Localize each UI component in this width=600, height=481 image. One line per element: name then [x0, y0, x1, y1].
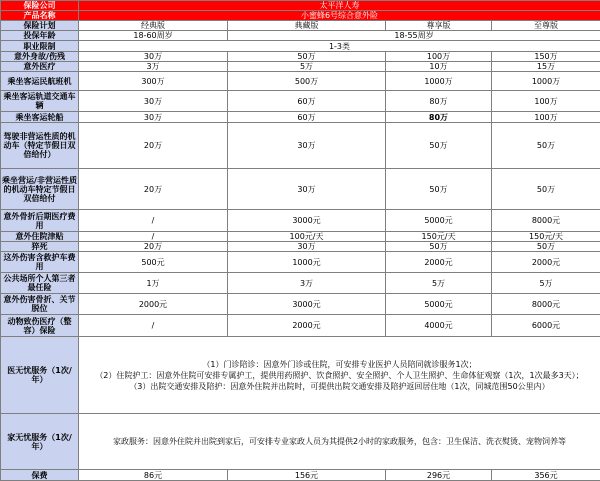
cell-value: 20万	[79, 169, 228, 210]
medical-service-desc	[79, 337, 600, 414]
row-label: 意外骨折后期医疗费用	[1, 210, 79, 232]
table-row	[1, 294, 600, 315]
cell-value: 30万	[228, 242, 386, 252]
cell-value: /	[79, 315, 228, 337]
cell-value: 1000元	[228, 252, 386, 273]
table-row	[1, 72, 600, 91]
cell-value: 5万	[386, 273, 492, 294]
age-label: 投保年龄	[1, 31, 79, 41]
premium-row	[1, 470, 600, 481]
cell-value: 60万	[228, 91, 386, 112]
cell-value: 150万	[492, 52, 600, 62]
cell-value: 6000元	[492, 315, 600, 337]
premium-value: 356元	[492, 470, 600, 481]
cell-value: 5万	[228, 62, 386, 72]
occupation-value: 1-3类	[79, 41, 600, 52]
medical-service-label: 医无忧服务（1次/年）	[1, 337, 79, 414]
cell-value: 30万	[79, 112, 228, 123]
premium-label: 保费	[1, 470, 79, 481]
cell-value: 50万	[228, 52, 386, 62]
cell-value: 5000元	[386, 294, 492, 315]
plan-name: 典藏版	[228, 21, 386, 31]
product-row	[1, 11, 600, 21]
cell-value: 3万	[79, 62, 228, 72]
cell-value: 1万	[79, 273, 228, 294]
premium-value: 86元	[79, 470, 228, 481]
medical-service-line: （2）住院护工：因意外住院可安排专属护工，提供用药照护、饮食照护、安全照护、个人卫生照护、生命体征观察（1次，1次最多3天）；	[80, 370, 599, 381]
cell-value: 30万	[79, 91, 228, 112]
row-label: 乘坐客运轮船	[1, 112, 79, 123]
cell-value: 2000元	[79, 294, 228, 315]
plan-label: 保险计划	[1, 21, 79, 31]
company-value: 太平洋人寿	[79, 1, 600, 11]
cell-value: 20万	[79, 242, 228, 252]
cell-value: 30万	[228, 123, 386, 169]
cell-value: 1000万	[386, 72, 492, 91]
plan-name: 尊享版	[386, 21, 492, 31]
cell-value: 10万	[386, 62, 492, 72]
row-label: 意外住院津贴	[1, 232, 79, 242]
product-value: 小蜜蜂6号综合意外险	[79, 11, 600, 21]
row-label: 意外伤害骨折、关节脱位	[1, 294, 79, 315]
cell-value: 8000元	[492, 210, 600, 232]
table-row	[1, 52, 600, 62]
row-label: 乘坐客运民航班机	[1, 72, 79, 91]
cell-value: 150元/天	[386, 232, 492, 242]
medical-service-row	[1, 337, 600, 414]
table-row	[1, 169, 600, 210]
home-service-row	[1, 414, 600, 470]
row-label: 这外伤害含救护车费用	[1, 252, 79, 273]
cell-value: 5000元	[386, 210, 492, 232]
age-value: 18-60周岁	[79, 31, 228, 41]
cell-value: 8000元	[492, 294, 600, 315]
age-row	[1, 31, 600, 41]
home-service-label: 家无忧服务（1次/年）	[1, 414, 79, 470]
company-row	[1, 1, 600, 11]
cell-value: 500万	[228, 72, 386, 91]
cell-value: 100万	[492, 112, 600, 123]
cell-value: /	[79, 210, 228, 232]
table-row	[1, 123, 600, 169]
cell-value: 20万	[79, 123, 228, 169]
cell-value: 30万	[79, 52, 228, 62]
cell-value: 2000元	[228, 315, 386, 337]
home-service-desc: 家政服务：因意外住院并出院到家后，可安排专业家政人员为其提供2小时的家政服务，包含：卫生保洁、洗衣熨烫、宠物饲养等	[79, 414, 600, 470]
row-label: 意外医疗	[1, 62, 79, 72]
product-label: 产品名称	[1, 11, 79, 21]
cell-value: 60万	[228, 112, 386, 123]
cell-value: /	[79, 232, 228, 242]
cell-value: 5万	[492, 273, 600, 294]
table-row	[1, 232, 600, 242]
table-row	[1, 62, 600, 72]
table-row	[1, 242, 600, 252]
row-label: 驾驶非营运性质的机动车（特定节假日双倍给付）	[1, 123, 79, 169]
occupation-row	[1, 41, 600, 52]
plan-name: 经典版	[79, 21, 228, 31]
occupation-label: 职业限制	[1, 41, 79, 52]
cell-value: 2000元	[492, 252, 600, 273]
cell-value: 4000元	[386, 315, 492, 337]
cell-value: 80万	[386, 91, 492, 112]
cell-value: 1000万	[492, 72, 600, 91]
table-row	[1, 273, 600, 294]
cell-value: 50万	[386, 242, 492, 252]
plan-name: 至尊版	[492, 21, 600, 31]
company-label: 保险公司	[1, 1, 79, 11]
cell-value: 50万	[386, 123, 492, 169]
cell-value: 50万	[492, 123, 600, 169]
premium-value: 296元	[386, 470, 492, 481]
medical-service-line: （1）门诊陪诊：因意外门诊或住院，可安排专业医护人员陪同就诊服务1次；	[80, 359, 599, 370]
cell-value: 80万	[386, 112, 492, 123]
cell-value: 500元	[79, 252, 228, 273]
cell-value: 300万	[79, 72, 228, 91]
cell-value: 30万	[228, 169, 386, 210]
row-label: 公共场所个人第三者最任险	[1, 273, 79, 294]
premium-value: 156元	[228, 470, 386, 481]
cell-value: 150元/天	[492, 232, 600, 242]
row-label: 意外身故/伤残	[1, 52, 79, 62]
medical-service-line: （3）出院交通安排及陪护：因意外住院并出院时，可提供出院交通安排及陪护返回居住地（1次，同城范围50公里内）	[80, 381, 599, 392]
cell-value: 50万	[386, 169, 492, 210]
cell-value: 50万	[492, 242, 600, 252]
table-row	[1, 91, 600, 112]
cell-value: 3万	[228, 273, 386, 294]
plan-row	[1, 21, 600, 31]
row-label: 猝死	[1, 242, 79, 252]
row-label: 动物致伤医疗（整容）保险	[1, 315, 79, 337]
cell-value: 15万	[492, 62, 600, 72]
cell-value: 3000元	[228, 294, 386, 315]
age-value: 18-55周岁	[228, 31, 600, 41]
row-label: 乘坐客运轨道交通车辆	[1, 91, 79, 112]
cell-value: 100万	[386, 52, 492, 62]
cell-value: 100元/天	[228, 232, 386, 242]
cell-value: 2000元	[386, 252, 492, 273]
table-row	[1, 252, 600, 273]
cell-value: 100万	[492, 91, 600, 112]
cell-value: 50万	[492, 169, 600, 210]
table-row	[1, 210, 600, 232]
row-label: 乘坐营运/非营运性质的机动车特定节假日双倍给付	[1, 169, 79, 210]
table-row	[1, 112, 600, 123]
table-row	[1, 315, 600, 337]
cell-value: 3000元	[228, 210, 386, 232]
